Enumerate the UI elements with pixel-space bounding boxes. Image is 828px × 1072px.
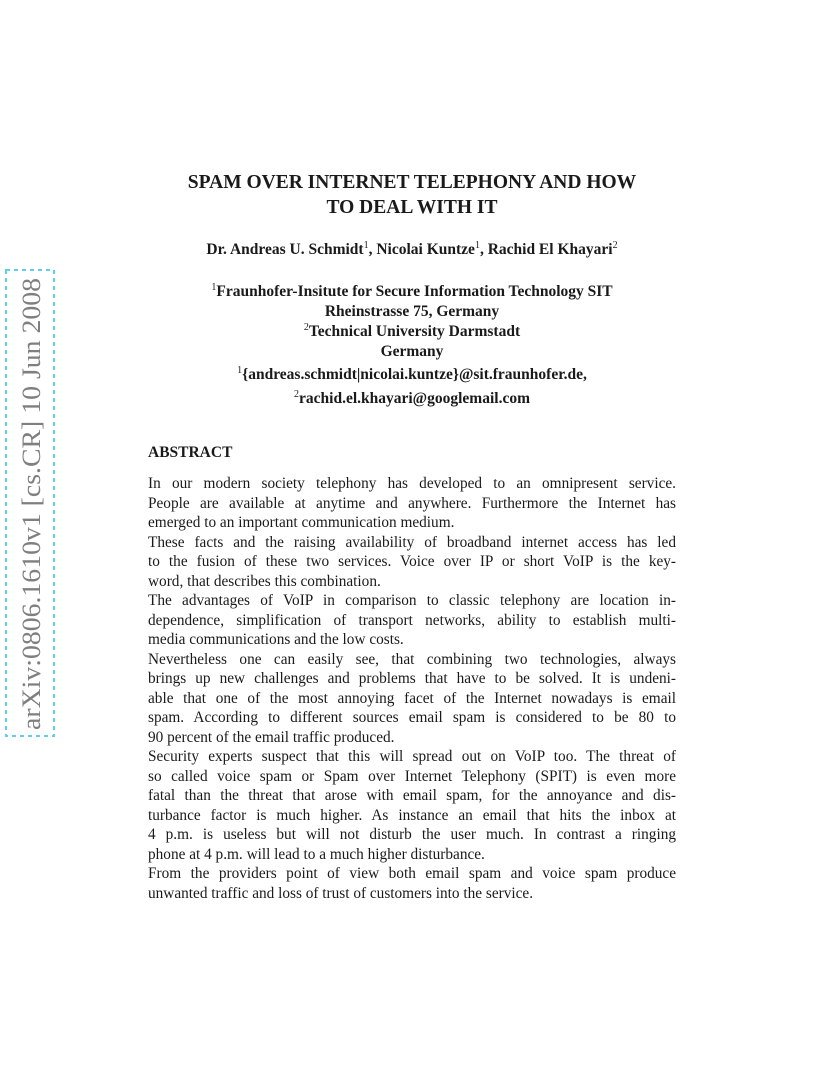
abstract-line: Nevertheless one can easily see, that combining two technologies, always [148,650,676,668]
author-affiliation-mark: 1 [474,240,480,251]
author-affiliation-mark: 1 [363,240,369,251]
abstract-line: phone at 4 p.m. will lead to a much higher disturbance. [148,845,485,863]
affiliation-block [148,282,676,413]
abstract-line: spam. According to different sources email spam is considered to be 80 to [148,709,676,726]
paper-title [148,170,676,220]
author-list: Dr. Andreas U. Schmidt$^1$, Nicolai Kuntze$^1$, Rachid El Khayari$^2$ [206,240,618,258]
abstract-line: dependence, simplification of transport networks, ability to establish multi- [148,611,676,629]
abstract-line: 4 p.m. is useless but will not disturb the user much. In contrast a ringing [148,826,676,843]
abstract-line: People are available at anytime and anywhere. Furthermore the Internet has [148,494,676,512]
arxiv-stamp-graphic [4,268,56,738]
arxiv-identifier-stamp [4,268,56,738]
affiliation-country: Germany [380,343,444,360]
abstract-line: From the providers point of view both email spam and voice spam produce [148,865,676,882]
affiliation-mark: 1 [211,282,217,293]
abstract-line: so called voice spam or Spam over Internet Telephony (SPIT) is even more [148,767,676,785]
abstract-line: 90 percent of the email traffic produced. [148,728,395,746]
abstract-line: media communications and the low costs. [148,631,404,648]
affiliation-institute-2 [148,322,676,342]
abstract-line: fatal than the threat that arose with email spam, for the annoyance and dis- [148,787,676,804]
abstract-body [148,474,676,903]
abstract-line: unwanted traffic and loss of trust of customers into the service. [148,884,534,902]
author-name: Dr. Andreas U. Schmidt [206,241,364,258]
email-address: {andreas.schmidt|nicolai.kuntze}@sit.fraunhofer.de, [242,366,587,383]
author-name: Rachid El Khayari [487,241,613,258]
title-line-2: TO DEAL WITH IT [326,197,498,218]
abstract-line: word, that describes this combination. [148,572,381,590]
affiliation-name: Technical University Darmstadt [308,323,521,340]
affiliation-institute-1 [148,282,676,302]
affiliation-mark: 2 [303,322,309,333]
author-name: Nicolai Kuntze [376,241,475,258]
abstract-line: turbance factor is much higher. As instance an email that hits the inbox at [148,806,676,824]
abstract-line: able that one of the most annoying facet of the Internet nowadays is email [148,689,676,707]
email-line-1 [148,365,676,389]
affiliation-name: Fraunhofer-Insitute for Secure Information Technology SIT [216,283,613,300]
email-address: rachid.el.khayari@googlemail.com [299,390,530,407]
abstract-heading: ABSTRACT [148,444,233,461]
email-line-2 [148,389,676,413]
affiliation-address: Rheinstrasse 75, Germany [324,303,500,320]
abstract-line: The advantages of VoIP in comparison to classic telephony are location in- [148,592,676,609]
email-mark: 1 [237,365,243,376]
abstract-line: to the fusion of these two services. Voice over IP or short VoIP is the key- [148,553,676,570]
email-mark: 2 [294,389,300,400]
abstract-line: brings up new challenges and problems that have to be solved. It is undeni- [148,670,676,687]
abstract-line: Security experts suspect that this will spread out on VoIP too. The threat of [148,748,676,765]
abstract-line: In our modern society telephony has developed to an omnipresent service. [148,475,676,492]
arxiv-stamp-text: arXiv:0806.1610v1 [cs.CR] 10 Jun 2008 [17,306,46,730]
abstract-line: These facts and the raising availability of broadband internet access has led [148,533,676,551]
author-affiliation-mark: 2 [612,240,618,251]
title-line-1: SPAM OVER INTERNET TELEPHONY AND HOW [187,172,637,193]
abstract-line: emerged to an important communication medium. [148,514,455,531]
